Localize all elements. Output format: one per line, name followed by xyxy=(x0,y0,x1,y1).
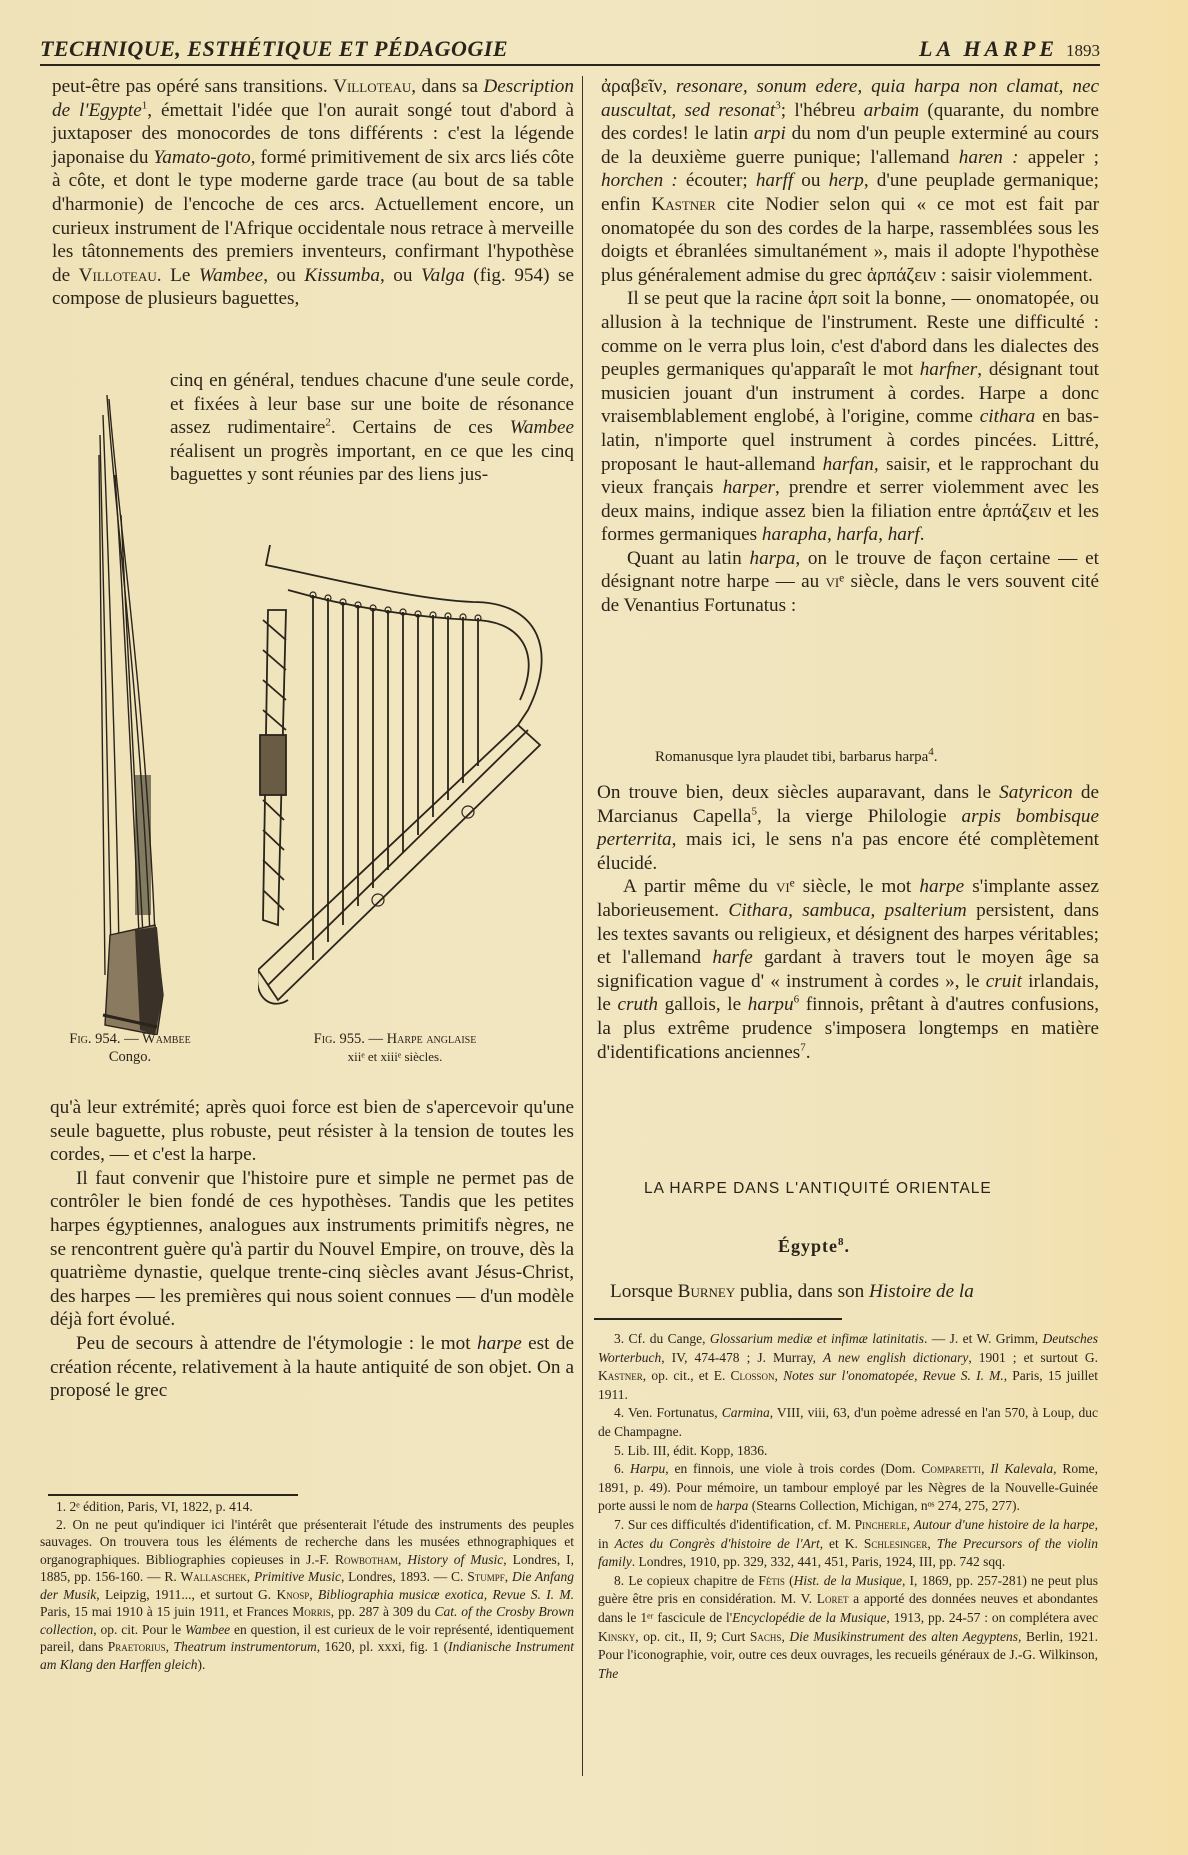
figure-955-caption xyxy=(290,1030,500,1066)
section-heading: LA HARPE DANS L'ANTIQUITÉ ORIENTALE xyxy=(644,1180,992,1197)
page-number: 1893 xyxy=(1066,41,1100,60)
footnote-ref: 3 xyxy=(775,99,781,112)
column-divider xyxy=(582,76,583,1776)
footnote-1: 1. 2ᵉ édition, Paris, VI, 1822, p. 414. xyxy=(56,1499,253,1514)
footnote-ref: 4 xyxy=(928,746,934,758)
footnote-3: 3. Cf. du Cange, Glossarium mediæ et infimæ latinitatis. — J. et W. Grimm, Deutsches Worterbuch, IV, 474-478 ; J. Murray, A new english dictionary, 1901 ; et surtout G. Kastner, op. cit., et E. Closson, Notes sur l'onomatopée, Revue S. I. M., Paris, 15 juillet 1911. xyxy=(598,1331,1099,1402)
figure-955-harpe-anglaise xyxy=(258,540,578,1020)
footnote-8: 8. Le copieux chapitre de Fétis (Hist. de la Musique, I, 1869, pp. 257-281) ne peut plus guère être pris en considération. M. V. Loret a apporté des données neuves et abondantes dans le 1ᵉʳ fascicule de l'Encyclopédie de la Musique, 1913, pp. 24-57 : on complétera avec Kinsky, op. cit., II, 9; Curt Sachs, Die Musikinstrument des alten Aegyptens, Berlin, 1921. Pour l'iconographie, voir, outre ces deux ouvrages, les recueils généraux de J.-G. Wilkinson, The xyxy=(598,1572,1098,1681)
harp-illustration-icon xyxy=(258,540,578,1020)
footnote-ref: 1 xyxy=(141,99,148,112)
quoted-verse: Romanusque lyra plaudet tibi, barbarus harpa$^4$. xyxy=(655,746,938,765)
right-column-egypt-paragraph: Lorsque Burney publia, dans son Histoire de la xyxy=(610,1281,974,1302)
left-column-wrapped-text: cinq en général, tendues chacune d'une seule corde, et fixées à leur base sur une boite de résonance assez rudimentaire$^2$. Certains de ces Wambee réalisent un progrès important, en ce que les cinq baguettes y sont réunies par des liens jus- xyxy=(170,370,574,486)
figure-954-label: Fig. 954. — Wambee xyxy=(69,1031,191,1047)
footnote-7: 7. Sur ces difficultés d'identification, cf. M. Pincherle, Autour d'une histoire de la harpe, in Actes du Congrès d'histoire de l'Art, et K. Schlesinger, The Precursors of the violin family. Londres, 1910, pp. 329, 332, 441, 451, Paris, 1924, III, pp. 742 sqq. xyxy=(598,1516,1098,1570)
footnote-2: 2. On ne peut qu'indiquer ici l'intérêt que présenterait l'étude des instruments des peuples sauvages. On trouvera tous les éléments de recherche dans les musées ethnographiques et organographiques. Bibliographies copieuses in J.-F. Rowbotham, History of Music, Londres, I, 1885, pp. 156-160. — R. Wallaschek, Primitive Music, Londres, 1893. — C. Stumpf, Die Anfang der Musik, Leipzig, 1911..., et surtout G. Knosp, Bibliographia musicæ exotica, Revue S. I. M. Paris, 15 mai 1910 à 15 juin 1911, et Frances Morris, pp. 287 à 309 du Cat. of the Crosby Brown collection, op. cit. Pour le Wambee en question, il est curieux de le voir représenté, identiquement pareil, dans Praetorius, Theatrum instrumentorum, 1620, pl. xxxi, fig. 1 (Indianische Instrument am Klang den Harffen gleich). xyxy=(40,1516,575,1672)
figure-954-origin: Congo. xyxy=(108,1049,152,1065)
paragraph-history: Il faut convenir que l'histoire pure et simple ne permet pas de contrôler le bien fondé de ces hypothèses. Tandis que les petites harpes égyptiennes, analogues aux instruments primitifs nègres, ne se rencontrent guère qu'à partir du Nouvel Empire, on trouve, dès la quatrième dynastie, quelque trente-cinq siècles avant Jésus-Christ, des harpes — les premières qui nous soient connues — d'un modèle déjà fort évolué. xyxy=(50,1167,574,1331)
running-header xyxy=(40,34,1100,66)
footnote-4: 4. Ven. Fortunatus, Carmina, VIII, viii, 63, d'un poème adressé en l'an 570, à Loup, duc de Champagne. xyxy=(598,1405,1098,1439)
figure-955-period: xiiᵉ et xiiiᵉ siècles. xyxy=(347,1049,443,1064)
left-column-body xyxy=(50,1096,574,1403)
header-section-title: TECHNIQUE, ESTHÉTIQUE ET PÉDAGOGIE xyxy=(40,36,509,61)
footnote-ref: 8 xyxy=(838,1236,845,1248)
subsection-heading: Égypte$^8$. xyxy=(778,1236,850,1256)
footnote-5: 5. Lib. III, édit. Kopp, 1836. xyxy=(614,1442,768,1458)
figure-954-wambee xyxy=(95,395,175,1035)
left-column-paragraph-1: peut-être pas opéré sans transitions. Villoteau, dans sa Description de l'Egypte$^1$, émettait l'idée que l'on aurait songé tout d'abord à juxtaposer des monocordes de tons différents : c'est la légende japonaise du Yamato-goto, formé primitivement de six arcs liés côte à côte, et dont le type moderne garde trace (au bout de sa table d'harmonie) de l'encoche de ces arcs. Actuellement encore, un curieux instrument de l'Afrique occidentale nous retrace à merveille les tâtonnements des premiers inventeurs, confirmant l'hypothèse de Villoteau. Le Wambee, ou Kissumba, ou Valga (fig. 954) se compose de plusieurs baguettes, xyxy=(52,76,575,310)
wambee-illustration-icon xyxy=(95,395,175,1035)
footnote-ref: 7 xyxy=(800,1041,806,1054)
footnotes-rule-left xyxy=(48,1494,298,1496)
right-footnotes xyxy=(598,1330,1098,1683)
right-column-etymology: ἀραβεῖν, resonare, sonum edere, quia harpa non clamat, nec auscultat, sed resonat$^3$; l'hébreu arbaim (quarante, du nombre des cordes! le latin arpi du nom d'un peuple exterminé au cours de la deuxième guerre punique; l'allemand haren : appeler ; horchen : écouter; harff ou herp, d'une peuplade germanique; enfin Kastner cite Nodier selon qui « ce mot est fait par onomatopée du son des cordes de la harpe, rassemblées sous les doigts et ébranlées simultanément », mais il adopte l'hypothèse plus généralement admise du grec ἁρπάζειν : saisir violemment. Il se peut que la racine ἁρπ soit la bonne, — onomatopée, ou allusion à la technique de l'instrument. Reste une difficulté : comme on le verra plus loin, c'est d'abord dans les dialectes des peuples germaniques qu'apparaît le mot harfner, désignant tout musicien jouant d'un instrument à cordes. Harpe a donc vraisemblablement englobé, à l'origine, comme cithara en bas-latin, n'importe quel instrument à cordes pincées. Littré, proposant le haut-allemand harfan, saisir, et le rapprochant du vieux français harper, prendre et serrer violemment avec les deux mains, indique assez bien la filiation entre ἁρπάζειν et les formes germaniques harapha, harfa, harf. Quant au latin harpa, on le trouve de façon certaine — et désignant notre harpe — au viᵉ siècle, dans le vers souvent cité de Venantius Fortunatus : xyxy=(601,76,1100,617)
paragraph-harpe-origin: qu'à leur extrémité; après quoi force est bien de s'apercevoir qu'une seule baguette, plus robuste, peut résister à la tension de toutes les cordes, — et c'est la harpe. xyxy=(50,1097,574,1166)
left-footnotes xyxy=(40,1498,574,1673)
header-book-title xyxy=(919,36,1100,62)
right-column-middle: On trouve bien, deux siècles auparavant, dans le Satyricon de Marcianus Capella$^5$, la vierge Philologie arpis bombisque perterrita, mais ici, le sens n'a pas encore été complètement élucidé. A partir même du viᵉ siècle, le mot harpe s'implante assez laborieusement. Cithara, sambuca, psalterium persistent, dans les textes savants ou religieux, et désignent des harpes véritables; et l'allemand harfe gardant à travers tout le moyen âge sa signification vague d' « instrument à cordes », le cruit irlandais, le cruth gallois, le harpu$^6$ finnois, prêtant à d'autres confusions, la plus extrême prudence s'imposera longtemps en matière d'identifications anciennes$^7$. xyxy=(597,782,1100,1063)
figure-955-label: Fig. 955. — Harpe anglaise xyxy=(313,1031,477,1047)
paragraph-etymology: Peu de secours à attendre de l'étymologie : le mot harpe est de création récente, relativement à la haute antiquité de son objet. On a proposé le grec xyxy=(50,1332,574,1402)
footnote-6: 6. Harpu, en finnois, une viole à trois cordes (Dom. Comparetti, Il Kalevala, Rome, 1891, p. 49). Pour mémoire, un tambour employé par les Nègres de la Nouvelle-Guinée porte aussi le nom de harpa (Stearns Collection, Michigan, nᵒˢ 274, 275, 277). xyxy=(598,1461,1098,1514)
header-right-title: LA HARPE xyxy=(919,36,1058,61)
figure-954-caption xyxy=(50,1030,210,1066)
footnote-ref: 2 xyxy=(325,416,331,429)
footnotes-rule-right xyxy=(594,1318,842,1320)
footnote-ref: 6 xyxy=(793,993,800,1006)
footnote-ref: 5 xyxy=(751,805,757,818)
